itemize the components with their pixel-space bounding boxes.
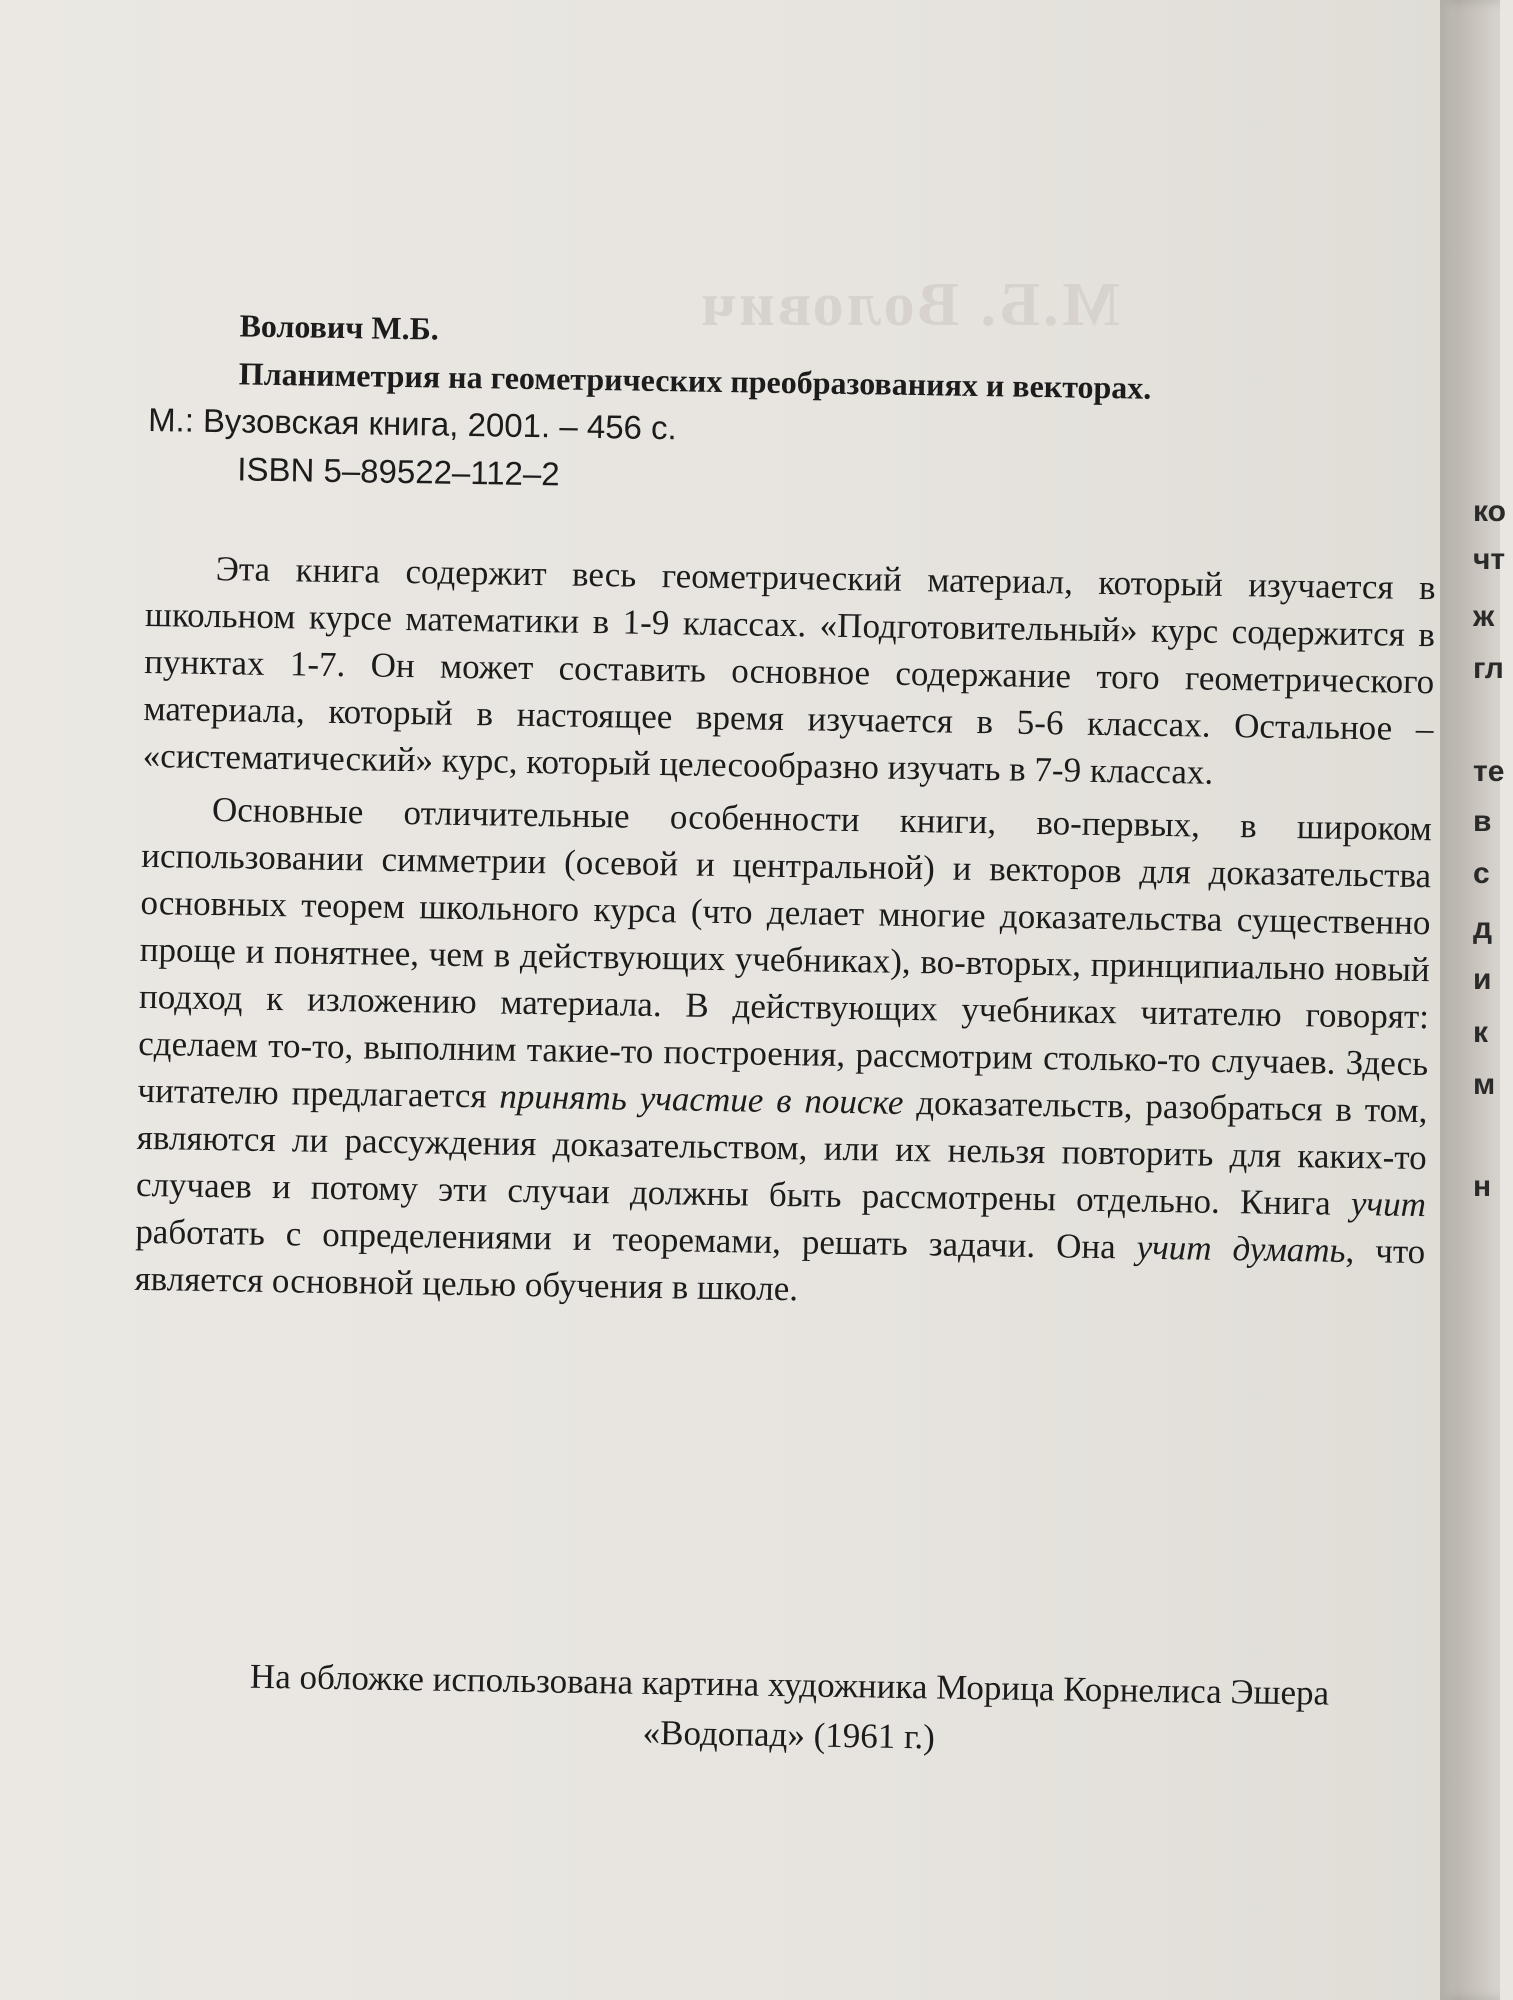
next-page-fragment: м: [1473, 1068, 1496, 1101]
paragraph-text: работать с определениями и теоремами, решать задачи. Она: [135, 1211, 1137, 1267]
next-page-fragment: д: [1473, 912, 1493, 945]
page-content: [134, 300, 1440, 1322]
annotation-paragraph-2: [134, 785, 1432, 1322]
next-page-fragment: с: [1473, 857, 1490, 890]
isbn-line: ISBN 5–89522–112–2: [237, 450, 560, 493]
next-page-fragment: н: [1473, 1170, 1492, 1203]
book-gutter: [1440, 0, 1500, 2000]
cover-note: [138, 1650, 1439, 1770]
paragraph-text: , что является основной целью обучения в школе.: [134, 1230, 1426, 1309]
next-page-fragment: гл: [1473, 652, 1504, 685]
publisher-line: М.: Вузовская книга, 2001. – 456 с.: [147, 400, 678, 447]
next-page-fragment: к: [1473, 1016, 1489, 1049]
show-through-text: М.Б. Волович: [698, 271, 1120, 339]
emphasis-text: учит думать: [1136, 1227, 1346, 1270]
next-page-fragment: в: [1473, 805, 1492, 838]
book-title: Планиметрия на геометрических преобразованиях и векторах.: [238, 355, 1152, 406]
paragraph-text: Основные отличительные особенности книги, во-первых, в широком использовании симметрии (осевой и центральной) и векторов для доказательства основных теорем школьного курса (что делает многие доказательства существенно проще и понятнее, чем в действующих учебниках), во-вторых, принципиально новый подход к изложению материала. В действующих учебниках читателю говорят: сделаем то-то, выполним такие-то построения, рассмотрим столько-то случаев. Здесь читателю предлагается: [137, 790, 1433, 1116]
next-page-fragment: и: [1473, 963, 1492, 996]
next-page-fragment: ко: [1473, 495, 1506, 528]
annotation-paragraph-1: Эта книга содержит весь геометрический материал, который изучается в школьном курсе математики в 1-9 классах. «Подготовительный» курс содержится в пунктах 1-7. Он может составить основное содержание того геометрического материала, который в настоящее время изучается в 5-6 классах. Остальное – «систематический» курс, который целесообразно изучать в 7-9 классах.: [142, 549, 1436, 792]
author-line: Волович М.Б.: [239, 307, 440, 347]
emphasis-text: учит: [1350, 1183, 1427, 1225]
paragraph-text: доказательств, разобраться в том, являются ли рассуждения доказательством, или их нельзя повторить для каких-то случаев и потому эти случаи должны быть рассмотрены отдельно. Книга: [135, 1082, 1428, 1223]
next-page-fragment: те: [1473, 755, 1505, 788]
cover-note-line-1: На обложке использована картина художника Морица Корнелиса Эшера: [249, 1656, 1330, 1713]
next-page-fragment: ж: [1473, 600, 1495, 633]
next-page-fragment: чт: [1473, 543, 1506, 576]
emphasis-text: принять участие в поиске: [499, 1076, 904, 1122]
cover-note-line-2: «Водопад» (1961 г.): [642, 1712, 936, 1757]
